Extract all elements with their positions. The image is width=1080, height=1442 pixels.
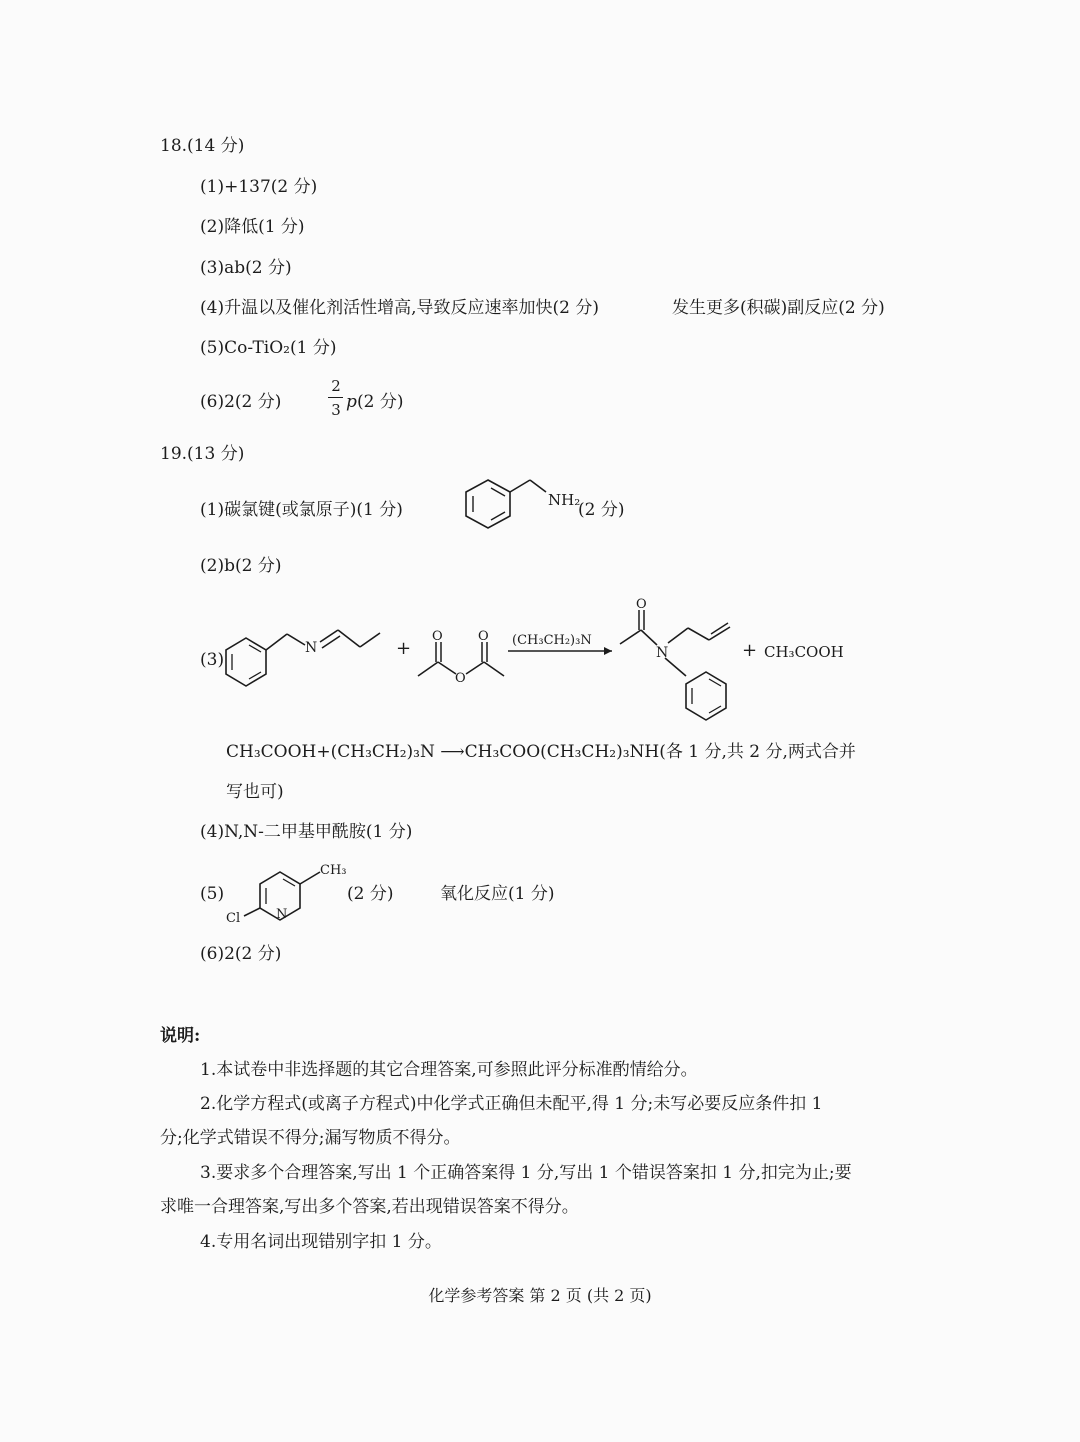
fraction-numerator: 2 [331, 377, 341, 395]
note-1: 1.本试卷中非选择题的其它合理答案,可参照此评分标准酌情给分。 [200, 1060, 698, 1080]
q19-header: 19.(13 分) [160, 444, 245, 464]
ch3-label: CH₃ [320, 863, 347, 878]
imine-reactant [226, 630, 380, 686]
q18-part4a: (4)升温以及催化剂活性增高,导致反应速率加快(2 分) [200, 298, 599, 318]
note-4: 4.专用名词出现错别字扣 1 分。 [200, 1232, 442, 1252]
amide-product [620, 597, 730, 720]
fraction-denominator: 3 [331, 401, 341, 419]
q19-part2: (2)b(2 分) [200, 556, 282, 576]
q19-part1b-score: (2 分) [578, 500, 625, 520]
note-2a: 2.化学方程式(或离子方程式)中化学式正确但未配平,得 1 分;未写必要反应条件扣 1 [200, 1094, 823, 1114]
q19-part6: (6)2(2 分) [200, 944, 282, 964]
equation-line1: CH₃COOH+(CH₃CH₂)₃N ⟶CH₃COO(CH₃CH₂)₃NH(各 1 分,共 2 分,两式合并 [226, 742, 856, 762]
note-3b: 求唯一合理答案,写出多个答案,若出现错误答案不得分。 [160, 1197, 579, 1217]
q18-part5: (5)Co-TiO₂(1 分) [200, 338, 337, 358]
anhydride-o-right: O [478, 629, 489, 644]
q18-part1: (1)+137(2 分) [200, 177, 318, 197]
q18-part6a: (6)2(2 分) [200, 392, 282, 412]
q19-part5-score: (2 分) [347, 884, 394, 904]
plus-sign-2: + [742, 640, 758, 661]
q18-part4b: 发生更多(积碳)副反应(2 分) [672, 298, 885, 318]
acetic-anhydride [418, 629, 504, 686]
equation-line2: 写也可) [226, 782, 284, 802]
note-3a: 3.要求多个合理答案,写出 1 个正确答案得 1 分,写出 1 个错误答案扣 1 分,扣完为止;要 [200, 1163, 852, 1183]
reaction-arrow [508, 633, 612, 655]
product-n-label: N [656, 645, 669, 661]
fraction-variable: p [346, 392, 357, 412]
q19-part3-label: (3) [200, 650, 225, 670]
plus-sign-1: + [396, 638, 412, 659]
cl-label: Cl [226, 911, 241, 926]
note-2b: 分;化学式错误不得分;漏写物质不得分。 [160, 1128, 461, 1148]
product-o-label: O [636, 597, 647, 612]
chloromethylpyridine-structure [220, 858, 360, 928]
notes-title: 说明: [160, 1026, 201, 1046]
page-footer: 化学参考答案 第 2 页 (共 2 页) [428, 1286, 652, 1305]
acetic-acid-product: CH₃COOH [764, 643, 844, 661]
q18-part3: (3)ab(2 分) [200, 258, 292, 278]
q19-part5-reaction: 氧化反应(1 分) [440, 884, 555, 904]
q19-part4: (4)N,N-二甲基甲酰胺(1 分) [200, 822, 413, 842]
anhydride-o-left: O [432, 629, 443, 644]
nh2-label: NH₂ [548, 491, 581, 509]
q19-part5-label: (5) [200, 884, 225, 904]
q19-part1a: (1)碳氯键(或氯原子)(1 分) [200, 500, 403, 520]
anhydride-o-bridge: O [455, 671, 466, 686]
q18-part2: (2)降低(1 分) [200, 217, 305, 237]
reaction-condition: (CH₃CH₂)₃N [512, 633, 592, 648]
imine-n-label: N [305, 640, 318, 656]
pyridine-n-label: N [276, 907, 288, 922]
q18-part6b-score: (2 分) [357, 392, 404, 412]
q18-header: 18.(14 分) [160, 136, 245, 156]
